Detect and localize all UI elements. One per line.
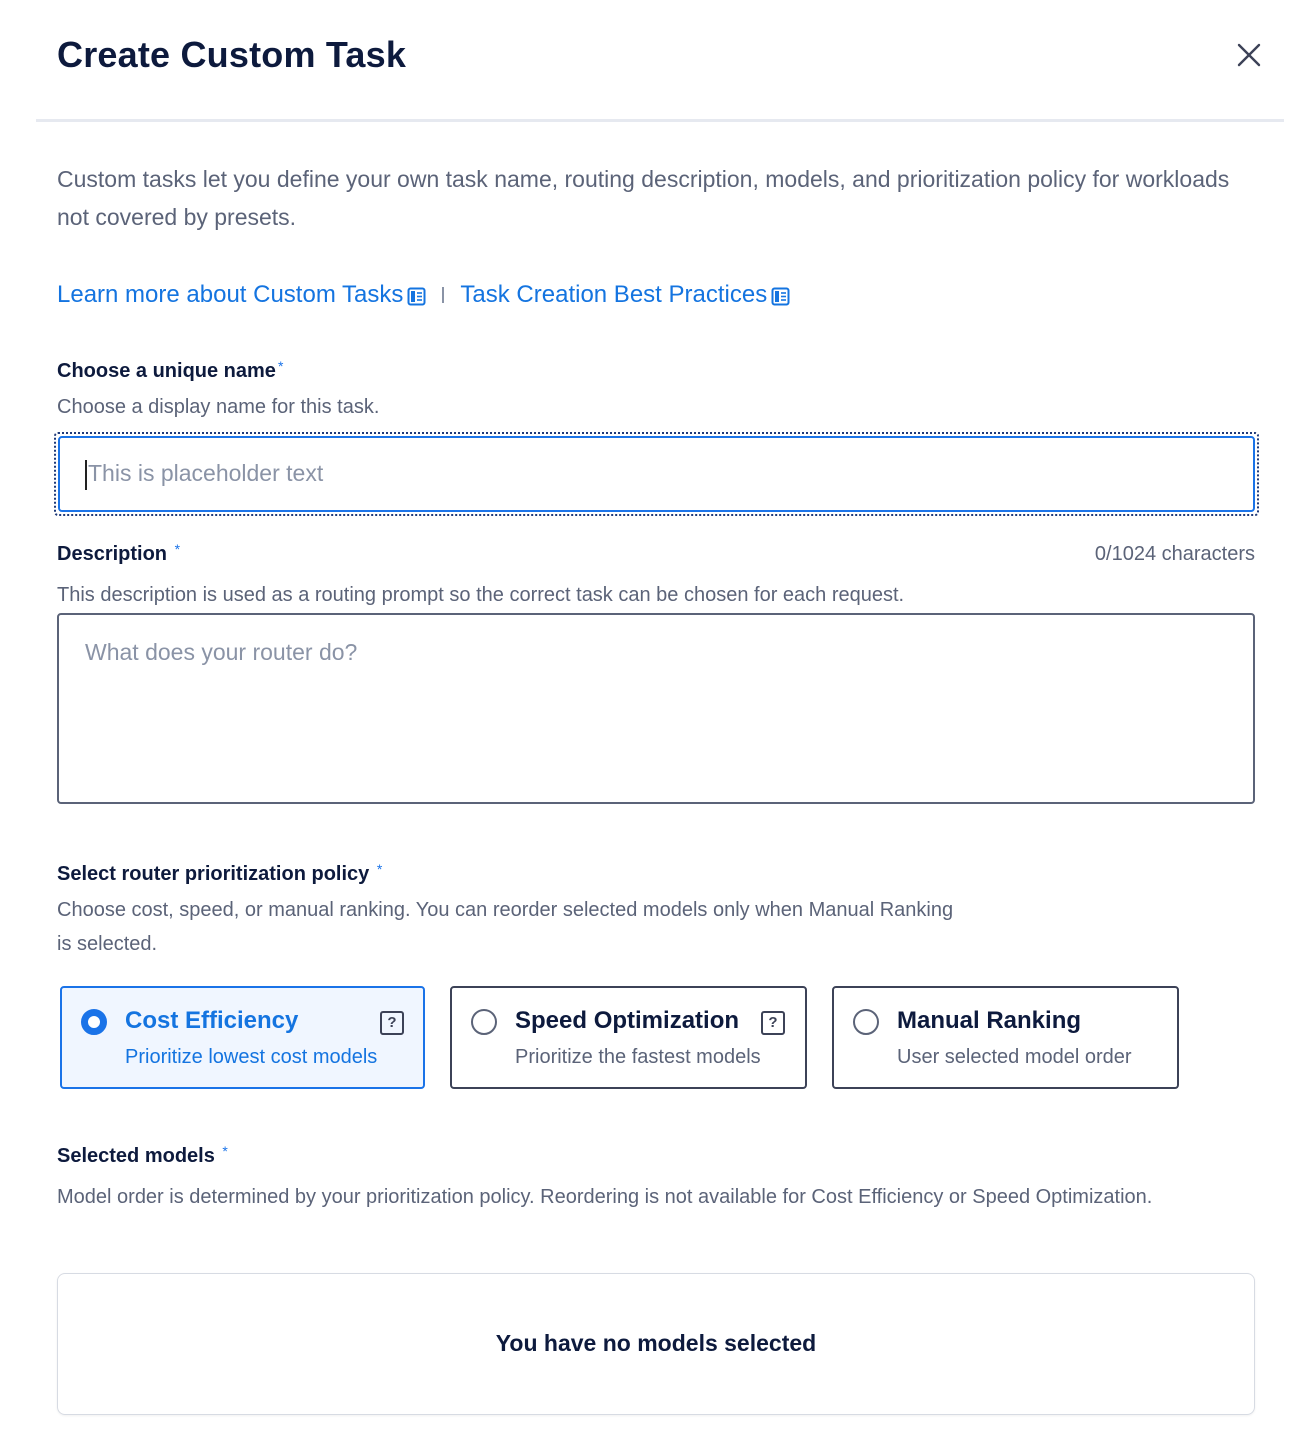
models-label-text: Selected models bbox=[57, 1145, 215, 1167]
help-question-icon[interactable]: ? bbox=[380, 1011, 404, 1035]
policy-option-title: Speed Optimization bbox=[515, 1007, 740, 1034]
radio-selected-icon[interactable] bbox=[81, 1009, 107, 1035]
intro-text: Custom tasks let you define your own task name, routing description, models, and prioritization policy for workloads not covered by presets. bbox=[57, 166, 1230, 230]
close-button[interactable] bbox=[1232, 38, 1266, 72]
policy-help: Choose cost, speed, or manual ranking. You can reorder selected models only when Manual Ranking is selected. bbox=[57, 899, 954, 955]
name-input-focus-ring bbox=[54, 432, 1259, 516]
learn-more-link[interactable] bbox=[57, 281, 426, 309]
best-practices-link-label[interactable]: Task Creation Best Practices bbox=[460, 281, 768, 308]
description-field-label bbox=[57, 543, 180, 566]
text-caret bbox=[85, 460, 87, 490]
description-placeholder: What does your router do? bbox=[85, 639, 358, 665]
radio-unselected-icon[interactable] bbox=[853, 1009, 879, 1035]
policy-option-title: Manual Ranking bbox=[897, 1007, 1082, 1034]
name-field-help: Choose a display name for this task. bbox=[57, 396, 380, 418]
help-question-icon[interactable]: ? bbox=[761, 1011, 785, 1035]
required-mark: * bbox=[376, 861, 383, 877]
learn-more-link-label[interactable]: Learn more about Custom Tasks bbox=[57, 281, 404, 308]
description-field-help: This description is used as a routing prompt so the correct task can be chosen for each request. bbox=[57, 584, 905, 606]
description-textarea[interactable] bbox=[57, 613, 1255, 804]
name-input-placeholder: This is placeholder text bbox=[88, 460, 324, 486]
policy-label bbox=[57, 863, 382, 886]
description-char-count: 0/1024 characters bbox=[1094, 543, 1255, 565]
name-input[interactable] bbox=[58, 436, 1255, 512]
help-links bbox=[57, 278, 790, 312]
required-mark: * bbox=[222, 1143, 228, 1159]
best-practices-link[interactable] bbox=[460, 281, 790, 309]
header-divider bbox=[36, 119, 1284, 122]
selected-models-panel bbox=[57, 1273, 1255, 1415]
policy-option-subtitle: User selected model order bbox=[897, 1046, 1132, 1068]
dialog-title: Create Custom Task bbox=[57, 34, 407, 75]
name-field-label-text: Choose a unique name bbox=[57, 360, 276, 382]
name-field-label bbox=[57, 360, 283, 383]
policy-option-speed-optimization[interactable] bbox=[450, 986, 807, 1089]
policy-option-manual-ranking[interactable] bbox=[832, 986, 1179, 1089]
models-label bbox=[57, 1145, 228, 1168]
document-icon bbox=[407, 287, 426, 306]
models-help: Model order is determined by your prioritization policy. Reordering is not available for Cost Efficiency or Speed Optimization. bbox=[57, 1186, 1153, 1208]
policy-option-title: Cost Efficiency bbox=[125, 1007, 299, 1034]
empty-models-message: You have no models selected bbox=[495, 1330, 817, 1356]
policy-option-subtitle: Prioritize lowest cost models bbox=[125, 1046, 378, 1068]
dialog-header bbox=[0, 0, 1296, 122]
close-icon[interactable] bbox=[1232, 38, 1266, 72]
required-mark: * bbox=[174, 541, 181, 557]
policy-option-cost-efficiency[interactable] bbox=[60, 986, 425, 1089]
required-mark: * bbox=[277, 358, 284, 374]
document-icon bbox=[771, 287, 790, 306]
policy-label-text: Select router prioritization policy bbox=[57, 863, 370, 885]
policy-option-subtitle: Prioritize the fastest models bbox=[515, 1046, 761, 1068]
radio-unselected-icon[interactable] bbox=[471, 1009, 497, 1035]
link-separator bbox=[442, 287, 444, 303]
description-field-label-text: Description bbox=[57, 543, 168, 565]
